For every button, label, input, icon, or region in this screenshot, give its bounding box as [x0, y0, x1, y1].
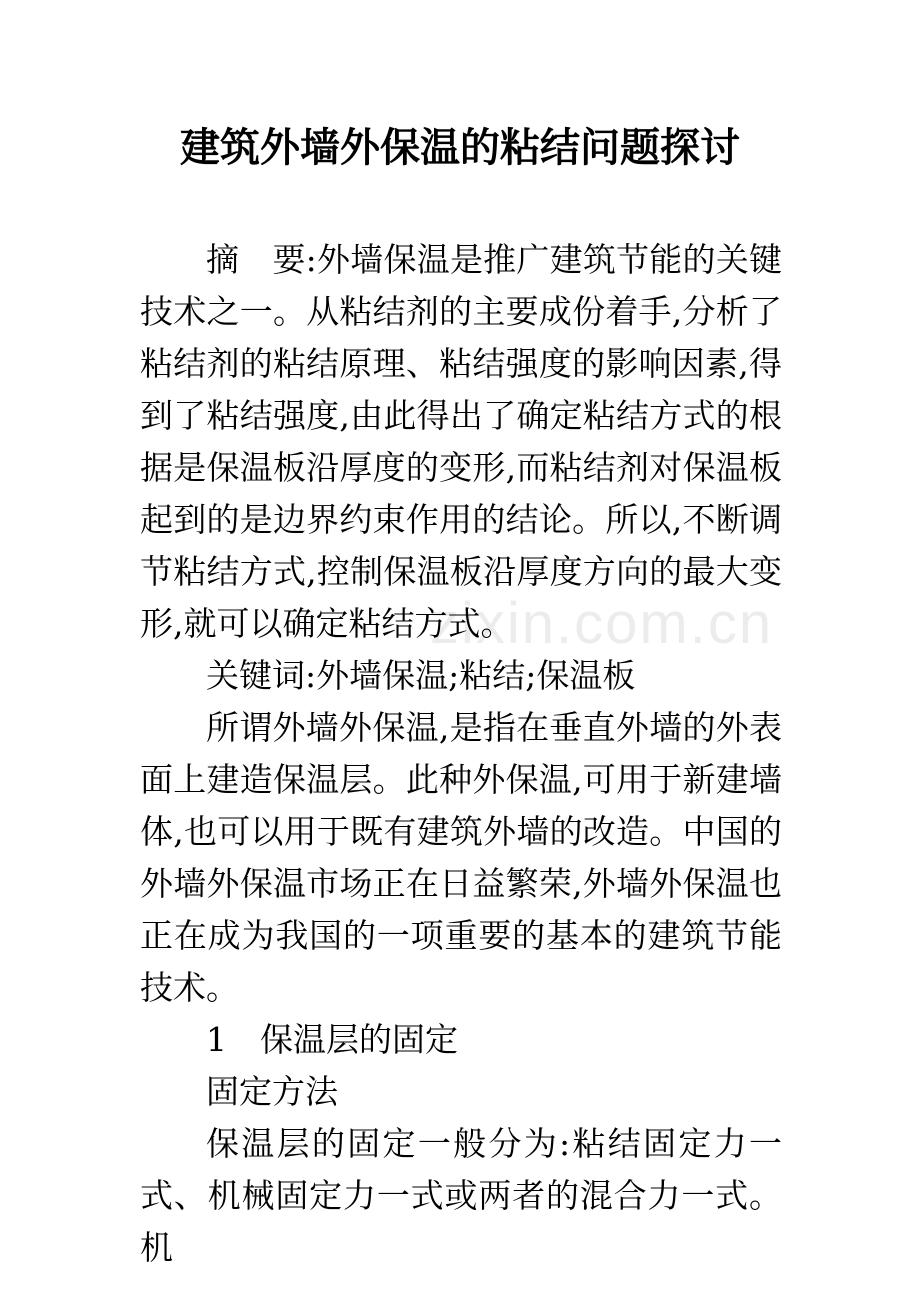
section-heading: 1 保温层的固定	[206, 1020, 458, 1059]
keywords-paragraph: 关键词:外墙保温;粘结;保温板	[206, 656, 636, 695]
document-title: 建筑外墙外保温的粘结问题探讨	[180, 124, 740, 171]
body-paragraph: 保温层的固定一般分为:粘结固定力一式、机械固定力一式或两者的混合力一式。机	[140, 1124, 782, 1267]
intro-paragraph: 所谓外墙外保温,是指在垂直外墙的外表面上建造保温层。此种外保温,可用于新建墙体,也可以用于既有建筑外墙的改造。中国的外墙外保温市场正在日益繁荣,外墙外保温也正在成为我国的一项重要的基本的建筑节能技术。	[140, 708, 782, 1007]
abstract-paragraph: 摘 要:外墙保温是推广建筑节能的关键技术之一。从粘结剂的主要成份着手,分析了粘结剂的粘结原理、粘结强度的影响因素,得到了粘结强度,由此得出了确定粘结方式的根据是保温板沿厚度的变形,而粘结剂对保温板起到的是边界约束作用的结论。所以,不断调节粘结方式,控制保温板沿厚度方向的最大变形,就可以确定粘结方式。	[140, 240, 782, 643]
document-body	[140, 234, 782, 1274]
watermark: zixin.com.cn	[430, 591, 774, 656]
subsection-heading: 固定方法	[206, 1072, 338, 1111]
